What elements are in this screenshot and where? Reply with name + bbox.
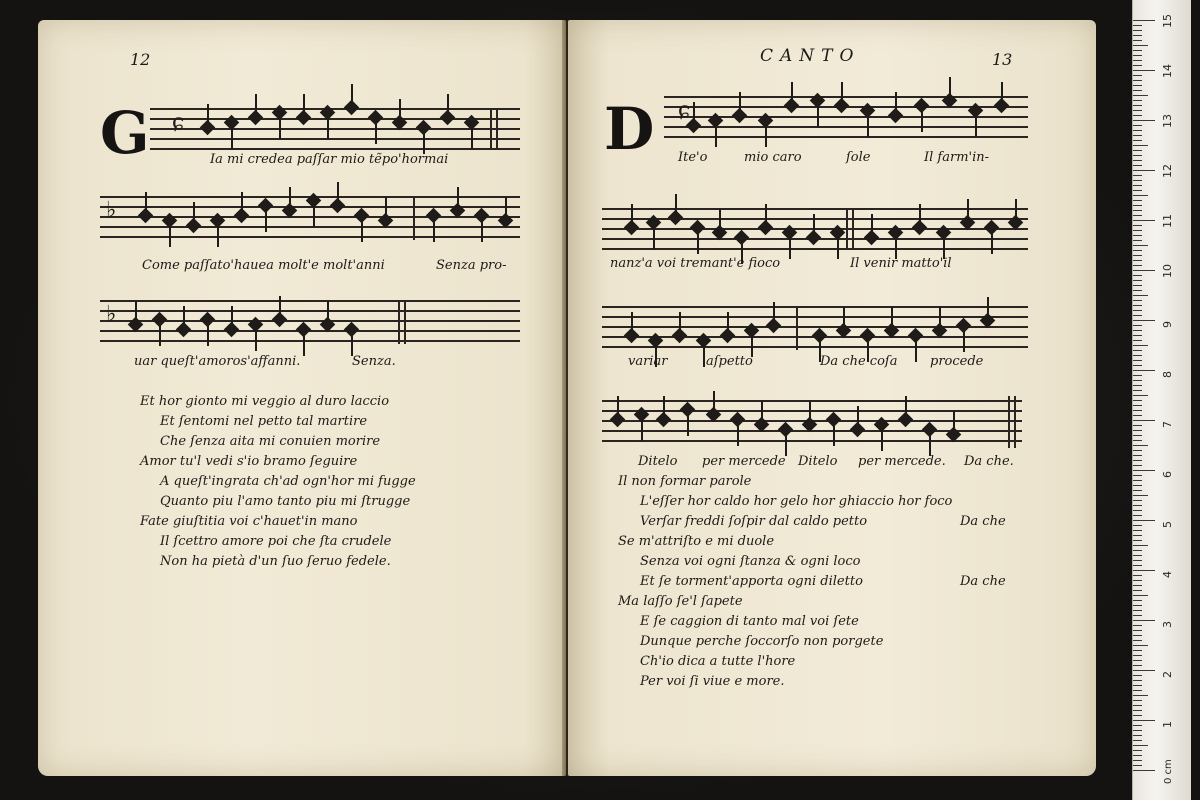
ruler-tick — [1133, 255, 1142, 256]
ruler-tick — [1133, 45, 1148, 46]
verse-line: Et hor gionto mi veggio al duro laccio — [140, 394, 390, 409]
ruler-number: 2 — [1161, 671, 1174, 678]
ruler-tick — [1133, 50, 1142, 51]
ruler-tick — [1133, 730, 1142, 731]
ruler-tick — [1133, 440, 1142, 441]
ruler-tick — [1133, 105, 1142, 106]
ruler-tick — [1133, 25, 1142, 26]
ruler-number: 14 — [1161, 64, 1174, 78]
ruler-tick — [1133, 400, 1142, 401]
verse-line: A queſt'ingrata ch'ad ogn'hor mi fugge — [160, 474, 416, 489]
ruler-tick — [1133, 695, 1148, 696]
ruler-tick — [1133, 580, 1142, 581]
ruler-tick — [1133, 705, 1142, 706]
ruler-number: 12 — [1161, 164, 1174, 178]
ruler-tick — [1133, 545, 1148, 546]
ruler-number: 6 — [1161, 471, 1174, 478]
ruler-tick — [1133, 585, 1142, 586]
verse-refrain: Da che — [960, 574, 1006, 589]
ruler-tick — [1133, 225, 1142, 226]
verse-line: Ma laſſo ſe'l ſapete — [618, 594, 743, 609]
ruler-tick — [1133, 645, 1148, 646]
verse-line: Et ſentomi nel petto tal martire — [160, 414, 368, 429]
ruler-tick — [1133, 335, 1142, 336]
ruler-tick — [1133, 120, 1155, 121]
music-staff-4 — [602, 396, 1022, 444]
ruler-tick — [1133, 100, 1142, 101]
ruler-number: 5 — [1161, 521, 1174, 528]
lyric-line-3d: procede — [930, 354, 984, 369]
ruler-tick — [1133, 360, 1142, 361]
ruler-unit-label: 0 cm — [1163, 759, 1174, 784]
ruler-tick — [1133, 235, 1142, 236]
ruler-tick — [1133, 675, 1142, 676]
verse-refrain: Da che — [960, 514, 1006, 529]
page-number-left: 12 — [130, 50, 151, 69]
verse-line: Ch'io dica a tutte l'hore — [640, 654, 796, 669]
ruler-tick — [1133, 135, 1142, 136]
lyric-line-4e: Da che. — [964, 454, 1014, 469]
ruler-tick — [1133, 145, 1148, 146]
verse-line: Amor tu'l vedi s'io bramo ſeguire — [140, 454, 358, 469]
ruler-number: 15 — [1161, 14, 1174, 28]
verse-line: Senza voi ogni ſtanza & ogni loco — [640, 554, 861, 569]
ruler-tick — [1133, 570, 1155, 571]
ruler-tick — [1133, 370, 1155, 371]
ruler-tick — [1133, 70, 1155, 71]
lyric-line-3b: Senza. — [352, 354, 396, 369]
ruler-tick — [1133, 365, 1142, 366]
ruler-tick — [1133, 620, 1155, 621]
lyric-line-2a: nanz'a voi tremant'e fioco — [610, 256, 781, 271]
ruler-tick — [1133, 215, 1142, 216]
ruler-tick — [1133, 140, 1142, 141]
ruler-tick — [1133, 395, 1148, 396]
ruler-tick — [1133, 250, 1142, 251]
ruler-tick — [1133, 485, 1142, 486]
verse-line: Se m'attriſto e mi duole — [618, 534, 775, 549]
ruler-tick — [1133, 40, 1142, 41]
ruler-tick — [1133, 560, 1142, 561]
music-staff-3 — [100, 296, 520, 344]
ruler-tick — [1133, 350, 1142, 351]
ruler-tick — [1133, 210, 1142, 211]
verse-line: Quanto piu l'amo tanto piu mi ſtrugge — [160, 494, 411, 509]
verse-line: Non ha pietà d'un ſuo ſeruo fedele. — [160, 554, 391, 569]
lyric-line-1a: Ite'o — [678, 150, 708, 165]
ruler-tick — [1133, 345, 1148, 346]
ruler-tick — [1133, 195, 1148, 196]
decorated-initial-d: D — [604, 95, 655, 163]
ruler-number: 4 — [1161, 571, 1174, 578]
ruler-tick — [1133, 715, 1142, 716]
lyric-line-3b: aſpetto — [706, 354, 753, 369]
ruler-tick — [1133, 770, 1155, 771]
ruler-tick — [1133, 245, 1148, 246]
ruler-tick — [1133, 500, 1142, 501]
ruler-tick — [1133, 325, 1142, 326]
mensuration-sign: ɕ — [678, 98, 691, 123]
ruler-number: 7 — [1161, 421, 1174, 428]
ruler-tick — [1133, 615, 1142, 616]
verse-line: Fate giuſtitia voi c'hauet'in mano — [140, 514, 358, 529]
ruler-tick — [1133, 525, 1142, 526]
ruler-tick — [1133, 85, 1142, 86]
verse-line: Dunque perche ſoccorſo non porgete — [640, 634, 884, 649]
ruler-tick — [1133, 385, 1142, 386]
ruler-tick — [1133, 665, 1142, 666]
lyric-line-2b: Il venir matto'il — [850, 256, 952, 271]
running-head: CANTO — [760, 46, 861, 66]
ruler-tick — [1133, 115, 1142, 116]
ruler-tick — [1133, 700, 1142, 701]
lyric-line-4c: Ditelo — [798, 454, 838, 469]
ruler-tick — [1133, 410, 1142, 411]
ruler-tick — [1133, 275, 1142, 276]
ruler-tick — [1133, 590, 1142, 591]
verse-line: Il non formar parole — [618, 474, 752, 489]
ruler-tick — [1133, 550, 1142, 551]
ruler-tick — [1133, 505, 1142, 506]
ruler-tick — [1133, 740, 1142, 741]
lyric-line-1d: Il farm'in- — [924, 150, 990, 165]
ruler-number: 3 — [1161, 621, 1174, 628]
ruler-tick — [1133, 450, 1142, 451]
ruler-tick — [1133, 540, 1142, 541]
ruler-tick — [1133, 315, 1142, 316]
measuring-ruler — [1132, 0, 1191, 800]
ruler-tick — [1133, 285, 1142, 286]
right-page — [568, 20, 1096, 776]
ruler-tick — [1133, 65, 1142, 66]
verse-line: L'eſſer hor caldo hor gelo hor ghiaccio hor foco — [640, 494, 953, 509]
ruler-tick — [1133, 605, 1142, 606]
ruler-tick — [1133, 310, 1142, 311]
ruler-tick — [1133, 380, 1142, 381]
ruler-tick — [1133, 460, 1142, 461]
ruler-tick — [1133, 340, 1142, 341]
ruler-tick — [1133, 280, 1142, 281]
ruler-tick — [1133, 760, 1142, 761]
ruler-tick — [1133, 680, 1142, 681]
ruler-tick — [1133, 475, 1142, 476]
ruler-tick — [1133, 175, 1142, 176]
ruler-tick — [1133, 35, 1142, 36]
ruler-tick — [1133, 470, 1155, 471]
ruler-tick — [1133, 725, 1142, 726]
ruler-tick — [1133, 415, 1142, 416]
lyric-line-2a: Come paſſato'hauea molt'e molt'anni — [142, 258, 385, 273]
ruler-tick — [1133, 595, 1148, 596]
ruler-number: 13 — [1161, 114, 1174, 128]
ruler-tick — [1133, 430, 1142, 431]
ruler-tick — [1133, 55, 1142, 56]
verse-line: Che ſenza aita mi conuien morire — [160, 434, 381, 449]
lyric-line-1: Ia mi credea paſſar mio tẽpo'hormai — [210, 152, 449, 167]
ruler-tick — [1133, 690, 1142, 691]
ruler-tick — [1133, 685, 1142, 686]
ruler-tick — [1133, 375, 1142, 376]
lyric-line-4d: per mercede. — [858, 454, 946, 469]
ruler-tick — [1133, 270, 1155, 271]
ruler-tick — [1133, 180, 1142, 181]
music-staff-2 — [100, 192, 520, 240]
ruler-tick — [1133, 630, 1142, 631]
lyric-line-3a: uar queſt'amoros'affanni. — [134, 354, 301, 369]
ruler-tick — [1133, 465, 1142, 466]
ruler-tick — [1133, 165, 1142, 166]
ruler-tick — [1133, 205, 1142, 206]
lyric-line-1b: mio caro — [744, 150, 802, 165]
ruler-tick — [1133, 330, 1142, 331]
ruler-tick — [1133, 565, 1142, 566]
ruler-tick — [1133, 220, 1155, 221]
ruler-tick — [1133, 30, 1142, 31]
ruler-tick — [1133, 130, 1142, 131]
ruler-tick — [1133, 290, 1142, 291]
ruler-tick — [1133, 490, 1142, 491]
ruler-tick — [1133, 90, 1142, 91]
ruler-tick — [1133, 170, 1155, 171]
music-staff-3 — [602, 302, 1028, 350]
ruler-tick — [1133, 710, 1142, 711]
verse-line: Verſar freddi ſoſpir dal caldo petto — [640, 514, 868, 529]
ruler-tick — [1133, 125, 1142, 126]
verse-line: Per voi ſi viue e more. — [640, 674, 785, 689]
ruler-tick — [1133, 610, 1142, 611]
ruler-tick — [1133, 75, 1142, 76]
ruler-tick — [1133, 575, 1142, 576]
ruler-tick — [1133, 640, 1142, 641]
ruler-tick — [1133, 745, 1148, 746]
ruler-tick — [1133, 420, 1155, 421]
music-staff-2 — [602, 204, 1028, 252]
ruler-tick — [1133, 735, 1142, 736]
page-number-right: 13 — [992, 50, 1013, 69]
ruler-tick — [1133, 95, 1148, 96]
lyric-line-4a: Ditelo — [638, 454, 678, 469]
ruler-tick — [1133, 765, 1142, 766]
ruler-tick — [1133, 530, 1142, 531]
ruler-tick — [1133, 750, 1142, 751]
ruler-tick — [1133, 625, 1142, 626]
ruler-tick — [1133, 515, 1142, 516]
lyric-line-2b: Senza pro- — [436, 258, 507, 273]
left-page — [38, 20, 566, 776]
mensuration-sign: ɕ — [172, 110, 185, 135]
ruler-tick — [1133, 445, 1148, 446]
verse-line: E ſe caggion di tanto mal voi ſete — [640, 614, 859, 629]
ruler-tick — [1133, 190, 1142, 191]
ruler-tick — [1133, 425, 1142, 426]
flat-clef: ♭ — [106, 198, 117, 223]
ruler-tick — [1133, 670, 1155, 671]
music-staff-1 — [664, 92, 1028, 140]
ruler-tick — [1133, 260, 1142, 261]
lyric-line-3c: Da che coſa — [820, 354, 898, 369]
ruler-tick — [1133, 300, 1142, 301]
ruler-tick — [1133, 20, 1155, 21]
ruler-tick — [1133, 495, 1148, 496]
ruler-number: 10 — [1161, 264, 1174, 278]
ruler-tick — [1133, 535, 1142, 536]
ruler-tick — [1133, 755, 1142, 756]
ruler-tick — [1133, 305, 1142, 306]
ruler-tick — [1133, 60, 1142, 61]
ruler-tick — [1133, 150, 1142, 151]
ruler-tick — [1133, 720, 1155, 721]
ruler-number: 9 — [1161, 321, 1174, 328]
ruler-tick — [1133, 650, 1142, 651]
verse-line: Il ſcettro amore poi che ſta crudele — [160, 534, 392, 549]
ruler-number: 1 — [1161, 721, 1174, 728]
ruler-tick — [1133, 635, 1142, 636]
ruler-tick — [1133, 185, 1142, 186]
ruler-tick — [1133, 240, 1142, 241]
lyric-line-3a: variar — [628, 354, 668, 369]
ruler-tick — [1133, 435, 1142, 436]
flat-clef: ♭ — [106, 302, 117, 327]
ruler-tick — [1133, 600, 1142, 601]
ruler-tick — [1133, 455, 1142, 456]
ruler-tick — [1133, 510, 1142, 511]
ruler-tick — [1133, 110, 1142, 111]
verse-line: Et ſe torment'apporta ogni diletto — [640, 574, 863, 589]
ruler-tick — [1133, 660, 1142, 661]
ruler-tick — [1133, 405, 1142, 406]
ruler-tick — [1133, 155, 1142, 156]
ruler-tick — [1133, 230, 1142, 231]
ruler-number: 8 — [1161, 371, 1174, 378]
ruler-tick — [1133, 80, 1142, 81]
decorated-initial-g: G — [100, 99, 150, 167]
lyric-line-4b: per mercede — [702, 454, 786, 469]
ruler-tick — [1133, 655, 1142, 656]
ruler-tick — [1133, 555, 1142, 556]
ruler-tick — [1133, 320, 1155, 321]
ruler-tick — [1133, 295, 1148, 296]
music-staff-1 — [150, 104, 520, 152]
ruler-tick — [1133, 480, 1142, 481]
ruler-tick — [1133, 520, 1155, 521]
ruler-number: 11 — [1161, 214, 1174, 228]
lyric-line-1c: ſole — [846, 150, 871, 165]
ruler-tick — [1133, 265, 1142, 266]
ruler-tick — [1133, 355, 1142, 356]
ruler-tick — [1133, 160, 1142, 161]
ruler-tick — [1133, 390, 1142, 391]
ruler-tick — [1133, 200, 1142, 201]
